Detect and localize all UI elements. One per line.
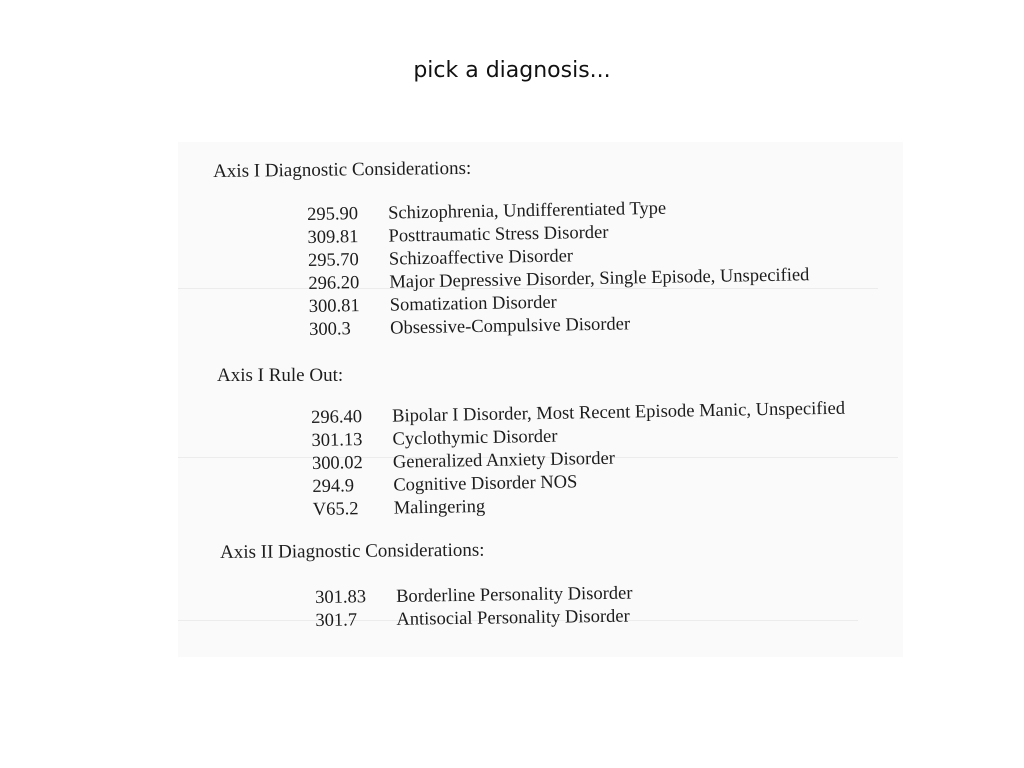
diagnosis-code: 296.40	[311, 407, 363, 428]
diagnosis-name: Somatization Disorder	[389, 292, 557, 316]
diagnosis-code: 295.70	[307, 250, 360, 271]
diagnosis-name: Posttraumatic Stress Disorder	[388, 222, 609, 247]
section-axis-2-considerations	[220, 540, 485, 564]
diagnosis-code: 301.83	[315, 587, 367, 608]
diagnosis-code: 301.7	[315, 610, 358, 631]
diagnosis-name: Cyclothymic Disorder	[392, 426, 558, 450]
diagnosis-name: Schizoaffective Disorder	[388, 246, 574, 270]
diagnosis-name: Obsessive-Compulsive Disorder	[389, 314, 631, 339]
diagnosis-code: 300.81	[308, 296, 360, 317]
diagnosis-name: Borderline Personality Disorder	[395, 583, 633, 607]
diagnosis-code: 309.81	[307, 227, 359, 248]
diagnosis-name: Schizophrenia, Undifferentiated Type	[387, 198, 667, 224]
section-heading: Axis I Diagnostic Considerations:	[213, 157, 472, 182]
diagnosis-name: Bipolar I Disorder, Most Recent Episode Manic, Unspecified	[391, 398, 846, 427]
diagnosis-code: 295.90	[307, 204, 359, 225]
diagnosis-code: 296.20	[308, 273, 360, 294]
section-axis-1-rule-out	[217, 365, 343, 387]
diagnosis-code: 301.13	[311, 430, 363, 451]
diagnosis-code: 294.9	[312, 476, 355, 497]
diagnosis-name: Generalized Anxiety Disorder	[392, 448, 616, 473]
diagnosis-code: 300.3	[309, 319, 351, 340]
section-axis-1-considerations	[213, 158, 471, 183]
slide-title: pick a diagnosis...	[413, 58, 611, 83]
diagnosis-code: V65.2	[312, 499, 359, 520]
diagnosis-name: Cognitive Disorder NOS	[393, 472, 578, 496]
scanned-diagnosis-document	[178, 142, 903, 657]
diagnosis-name: Antisocial Personality Disorder	[396, 606, 630, 630]
section-heading: Axis II Diagnostic Considerations:	[220, 539, 485, 563]
diagnosis-name: Malingering	[393, 496, 486, 519]
diagnosis-name: Major Depressive Disorder, Single Episode, Unspecified	[389, 265, 810, 293]
section-heading: Axis I Rule Out:	[217, 365, 344, 386]
diagnosis-code: 300.02	[311, 453, 364, 474]
